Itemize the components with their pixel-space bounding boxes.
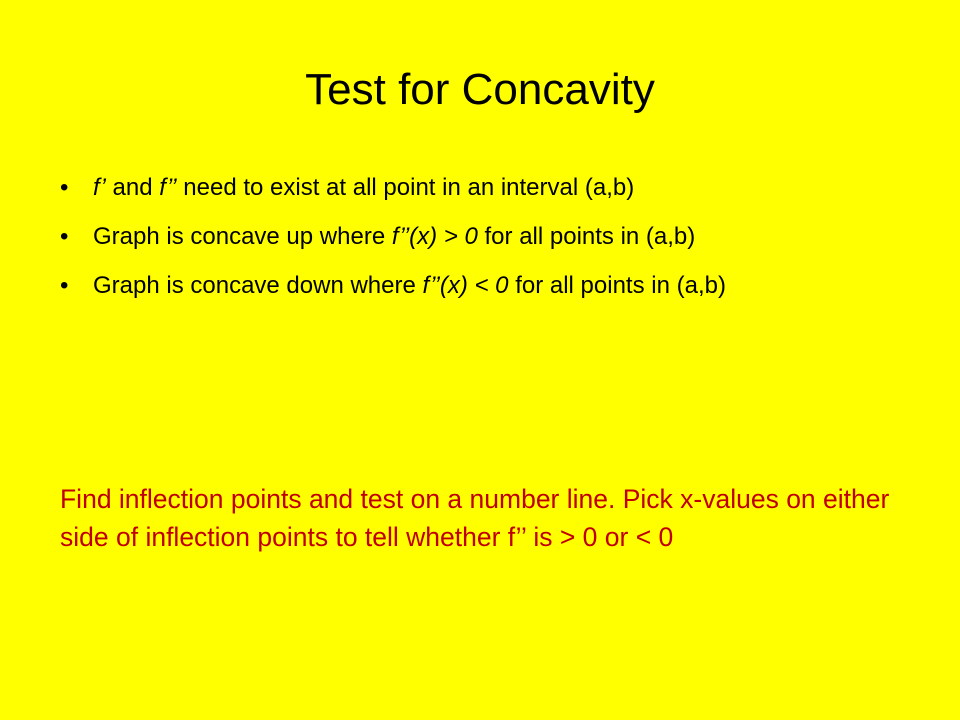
- bullet-text-part: for all points in (a,b): [508, 272, 726, 299]
- bullet-marker: •: [60, 272, 69, 299]
- bullet-text-part: and: [105, 174, 160, 201]
- bullet-text-part: need to exist at all point in an interval (a,b): [176, 174, 635, 201]
- bullet-item: [60, 221, 900, 253]
- bullet-text-part: f’’(x) < 0: [422, 272, 509, 299]
- bullet-text-part: f’’: [159, 174, 177, 201]
- bullet-marker: •: [60, 174, 69, 201]
- bullet-text-part: for all points in (a,b): [477, 223, 696, 250]
- bullet-text-part: f’: [93, 174, 106, 201]
- slide-title: Test for Concavity: [305, 65, 655, 114]
- bullet-text-part: Graph is concave down where: [93, 272, 423, 299]
- bullet-item: [60, 270, 900, 302]
- bullet-item: [60, 172, 900, 204]
- bullet-marker: •: [60, 223, 69, 250]
- bullet-text-part: Graph is concave up where: [93, 223, 392, 250]
- bullet-text-part: f’’(x) > 0: [391, 223, 478, 250]
- bullet-list: [60, 172, 900, 319]
- inflection-note: Find inflection points and test on a number line. Pick x-values on either side of inflection points to tell whether f’’ is > 0 or < 0: [60, 484, 890, 552]
